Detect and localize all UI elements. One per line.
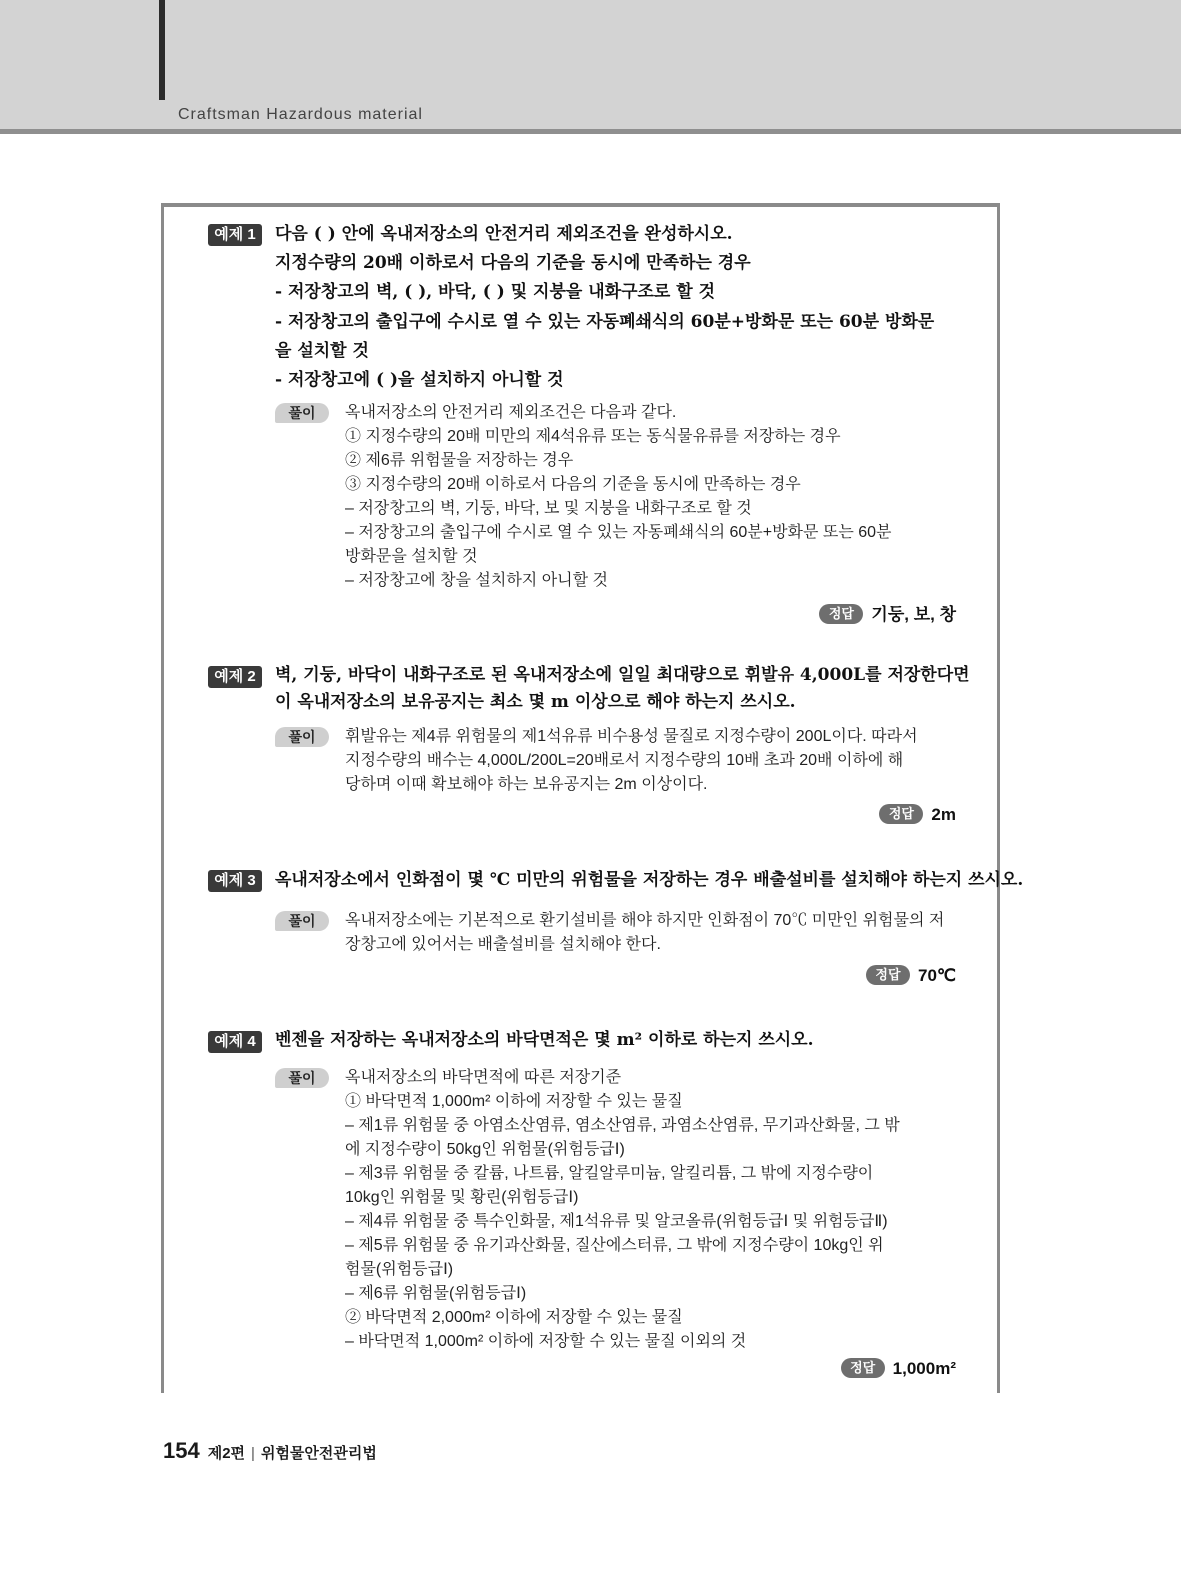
question-line: 이 옥내저장소의 보유공지는 최소 몇 m 이상으로 해야 하는지 쓰시오. <box>275 692 796 712</box>
solution-line: 험물(위험등급Ⅰ) <box>345 1261 454 1278</box>
answer-value: 70℃ <box>917 966 956 985</box>
question-line: 지정수량의 20배 이하로서 다음의 기준을 동시에 만족하는 경우 <box>275 253 751 273</box>
running-header-title: Craftsman Hazardous material <box>178 106 423 123</box>
solution-line: 장창고에 있어서는 배출설비를 설치해야 한다. <box>345 936 661 953</box>
example-badge: 예제 2 <box>208 666 262 688</box>
solution-line: 옥내저장소의 바닥면적에 따른 저장기준 <box>345 1069 622 1086</box>
solution-line: 에 지정수량이 50kg인 위험물(위험등급Ⅰ) <box>345 1141 625 1158</box>
example-badge: 예제 3 <box>208 870 262 892</box>
answer-row <box>879 804 956 825</box>
page-number: 154 <box>163 1438 200 1463</box>
solution-line: – 바닥면적 1,000m² 이하에 저장할 수 있는 물질 이외의 것 <box>345 1333 747 1350</box>
solution-line: – 제5류 위험물 중 유기과산화물, 질산에스터류, 그 밖에 지정수량이 10kg인 위 <box>345 1237 884 1254</box>
question-line: - 저장창고의 벽, ( ), 바닥, ( ) 및 지붕을 내화구조로 할 것 <box>275 282 716 302</box>
solution-line: – 제1류 위험물 중 아염소산염류, 염소산염류, 과염소산염류, 무기과산화물, 그 밖 <box>345 1117 900 1134</box>
solution-line: 휘발유는 제4류 위험물의 제1석유류 비수용성 물질로 지정수량이 200L이다. 따라서 <box>345 728 918 745</box>
page-footer <box>163 1438 377 1464</box>
solution-line: 10kg인 위험물 및 황린(위험등급Ⅰ) <box>345 1189 579 1206</box>
solution-line: – 제3류 위험물 중 칼륨, 나트륨, 알킬알루미늄, 알킬리튬, 그 밖에 지정수량이 <box>345 1165 874 1182</box>
solution-line: 옥내저장소에는 기본적으로 환기설비를 해야 하지만 인화점이 70℃ 미만인 위험물의 저 <box>345 912 945 929</box>
solution-line: – 제4류 위험물 중 특수인화물, 제1석유류 및 알코올류(위험등급Ⅰ 및 위험등급Ⅱ) <box>345 1213 888 1230</box>
answer-value: 기둥, 보, 창 <box>871 605 956 624</box>
solution-line: ② 바닥면적 2,000m² 이하에 저장할 수 있는 물질 <box>345 1309 683 1326</box>
solution-line: – 저장창고의 출입구에 수시로 열 수 있는 자동폐쇄식의 60분+방화문 또는 60분 <box>345 524 892 541</box>
solution-line: ① 바닥면적 1,000m² 이하에 저장할 수 있는 물질 <box>345 1093 683 1110</box>
solution-line: 지정수량의 배수는 4,000L/200L=20배로서 지정수량의 10배 초과 20배 이하에 해 <box>345 752 904 769</box>
solution-line: ② 제6류 위험물을 저장하는 경우 <box>345 452 574 469</box>
solution-badge: 풀이 <box>275 727 329 747</box>
answer-value: 1,000m² <box>892 1359 956 1378</box>
example-badge: 예제 1 <box>208 224 262 246</box>
solution-line: ① 지정수량의 20배 미만의 제4석유류 또는 동식물유류를 저장하는 경우 <box>345 428 841 445</box>
question-line: 벤젠을 저장하는 옥내저장소의 바닥면적은 몇 m² 이하로 하는지 쓰시오. <box>275 1030 814 1050</box>
answer-badge: 정답 <box>879 804 923 824</box>
answer-row <box>819 600 956 625</box>
header-accent-bar <box>159 0 165 100</box>
solution-badge: 풀이 <box>275 1068 329 1088</box>
solution-badge: 풀이 <box>275 911 329 931</box>
book-section-title: 위험물안전관리법 <box>260 1445 377 1462</box>
example-badge: 예제 4 <box>208 1031 262 1053</box>
solution-line: – 저장창고의 벽, 기둥, 바닥, 보 및 지붕을 내화구조로 할 것 <box>345 500 752 517</box>
solution-line: ③ 지정수량의 20배 이하로서 다음의 기준을 동시에 만족하는 경우 <box>345 476 801 493</box>
header-rule <box>0 129 1181 134</box>
question-line: - 저장창고의 출입구에 수시로 열 수 있는 자동폐쇄식의 60분+방화문 또는 60분 방화문 <box>275 312 935 332</box>
solution-line: 옥내저장소의 안전거리 제외조건은 다음과 같다. <box>345 404 677 421</box>
question-line: 다음 ( ) 안에 옥내저장소의 안전거리 제외조건을 완성하시오. <box>275 224 733 244</box>
answer-badge: 정답 <box>841 1358 885 1378</box>
solution-line: 방화문을 설치할 것 <box>345 548 478 565</box>
answer-value: 2m <box>931 805 956 824</box>
solution-line: 당하며 이때 확보해야 하는 보유공지는 2m 이상이다. <box>345 776 708 793</box>
footer-separator: | <box>251 1445 255 1462</box>
question-line: 을 설치할 것 <box>275 341 369 361</box>
solution-badge: 풀이 <box>275 403 329 423</box>
question-line: 옥내저장소에서 인화점이 몇 ℃ 미만의 위험물을 저장하는 경우 배출설비를 설치해야 하는지 쓰시오. <box>275 870 1024 890</box>
answer-badge: 정답 <box>819 604 863 624</box>
solution-line: – 저장창고에 창을 설치하지 아니할 것 <box>345 572 608 589</box>
question-line: 벽, 기둥, 바닥이 내화구조로 된 옥내저장소에 일일 최대량으로 휘발유 4,000L를 저장한다면 <box>275 665 970 685</box>
question-line: - 저장창고에 ( )을 설치하지 아니할 것 <box>275 370 564 390</box>
answer-row <box>866 965 956 986</box>
answer-badge: 정답 <box>866 965 910 985</box>
answer-row <box>841 1358 956 1379</box>
chapter-label: 제2편 <box>207 1445 246 1462</box>
solution-line: – 제6류 위험물(위험등급Ⅰ) <box>345 1285 527 1302</box>
